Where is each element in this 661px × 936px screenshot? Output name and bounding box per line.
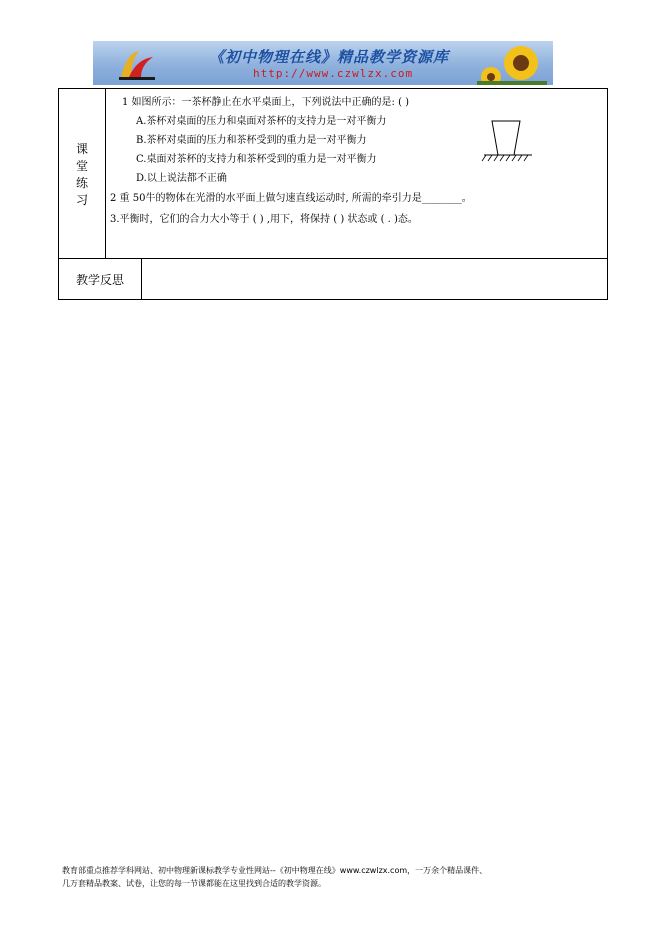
- banner-url[interactable]: http://www.czwlzx.com: [253, 67, 414, 80]
- label-char: 课: [75, 142, 88, 156]
- sunflower-icon: [477, 43, 547, 85]
- teacup-on-table-icon: [480, 117, 536, 163]
- question-2: 2 重 50牛的物体在光滑的水平面上做匀速直线运动时, 所需的牵引力是________。: [110, 193, 472, 204]
- teaching-reflection-label: 教学反思: [59, 259, 142, 299]
- footer-line-1: 教育部重点推荐学科网站、初中物理新课标教学专业性网站--《初中物理在线》www.czwlzx.com，一万余个精品课件、: [62, 866, 488, 875]
- option-d: D.以上说法都不正确: [136, 173, 227, 184]
- site-logo-icon: [117, 47, 157, 81]
- option-b: B.茶杯对桌面的压力和茶杯受到的重力是一对平衡力: [136, 135, 367, 146]
- footer-line-2: 几万套精品教案、试卷，让您的每一节课都能在这里找到合适的教学资源。: [62, 879, 326, 888]
- label-char: 堂: [75, 159, 88, 173]
- header-banner: [93, 41, 553, 85]
- practice-content: [105, 89, 608, 258]
- option-a: A.茶杯对桌面的压力和桌面对茶杯的支持力是一对平衡力: [136, 116, 387, 127]
- lesson-table: [58, 88, 608, 300]
- classroom-practice-label: [59, 89, 106, 259]
- option-c: C.桌面对茶杯的支持力和茶杯受到的重力是一对平衡力: [136, 154, 377, 165]
- page-footer: [62, 864, 622, 890]
- question-3: 3.平衡时，它们的合力大小等于 ( ) ,用下，将保持 ( ) 状态或 ( . )态。: [110, 214, 418, 225]
- label-char: 习: [75, 193, 88, 207]
- question-1: 1 如图所示：一茶杯静止在水平桌面上，下列说法中正确的是: ( ): [122, 97, 410, 108]
- label-char: 练: [75, 176, 88, 190]
- banner-title: 《初中物理在线》精品教学资源库: [209, 48, 450, 66]
